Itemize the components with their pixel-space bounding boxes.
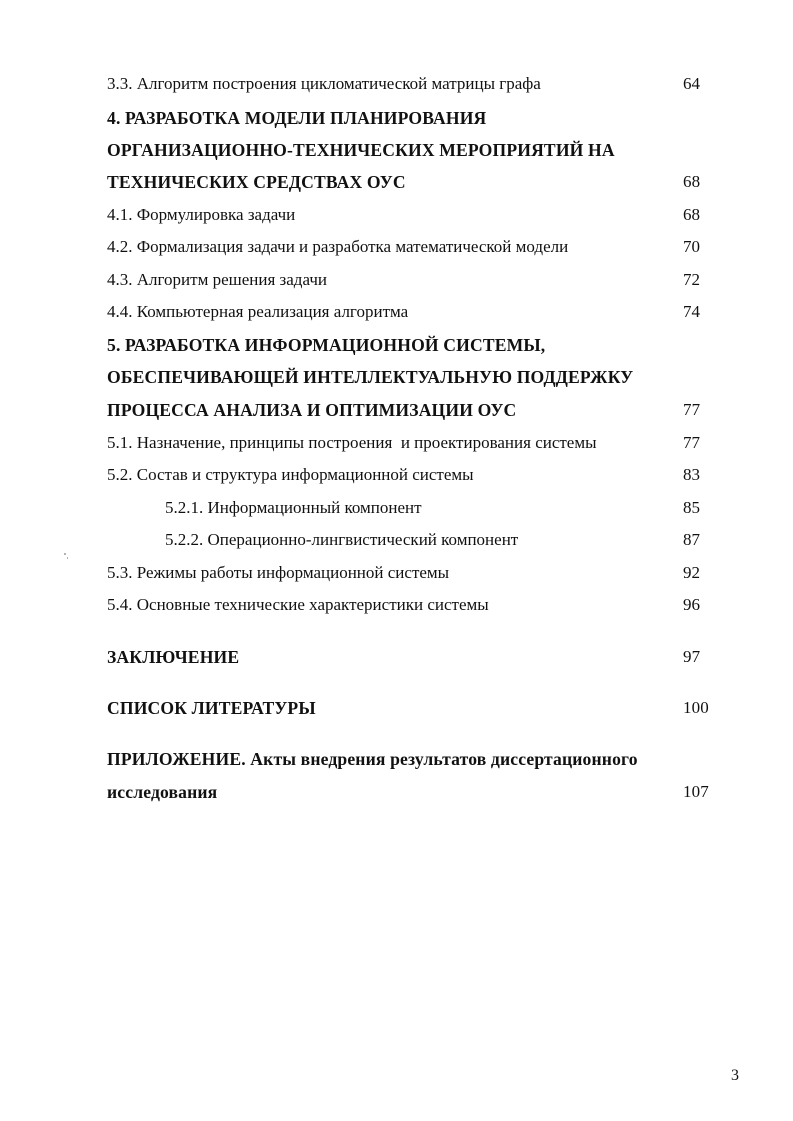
- toc-entry-page: 64: [683, 74, 700, 93]
- toc-entry-page: 68: [683, 172, 701, 191]
- toc-entry-page: 70: [683, 237, 700, 256]
- toc-conclusion: [107, 643, 707, 671]
- toc-entry-title: ОБЕСПЕЧИВАЮЩЕЙ ИНТЕЛЛЕКТУАЛЬНУЮ ПОДДЕРЖКУ: [107, 367, 634, 387]
- toc-entry-5-2-2: [165, 526, 765, 554]
- toc-entry-title: 5.2.2. Операционно-лингвистический компонент: [165, 530, 519, 549]
- toc-entry-title: 5.4. Основные технические характеристики системы: [107, 595, 489, 614]
- scan-speck: [67, 557, 68, 559]
- toc-entry-title: 5.3. Режимы работы информационной системы: [107, 563, 450, 582]
- toc-entry-title: ОРГАНИЗАЦИОННО-ТЕХНИЧЕСКИХ МЕРОПРИЯТИЙ НА: [107, 140, 615, 160]
- toc-entry-4-4: [107, 298, 707, 326]
- toc-entry-page: 74: [683, 302, 700, 321]
- toc-entry-title: 4.2. Формализация задачи и разработка математической модели: [107, 237, 569, 256]
- toc-entry-page: 72: [683, 270, 700, 289]
- toc-entry-title: 4.3. Алгоритм решения задачи: [107, 270, 327, 289]
- toc-chapter-5-line-1: [107, 331, 707, 359]
- toc-entry-title: исследования: [107, 782, 218, 802]
- toc-chapter-4-line-2: [107, 136, 707, 164]
- toc-entry-page: 96: [683, 595, 700, 614]
- toc-entry-page: 92: [683, 563, 700, 582]
- toc-chapter-5-line-2: [107, 363, 707, 391]
- toc-entry-5-3: [107, 559, 707, 587]
- toc-entry-page: 77: [683, 400, 701, 419]
- toc-appendix-line-2: [107, 778, 707, 806]
- toc-entry-4-2: [107, 233, 707, 261]
- toc-entry-5-1: [107, 429, 707, 457]
- toc-entry-page: 100: [683, 698, 709, 717]
- toc-chapter-4-line-1: [107, 104, 707, 132]
- toc-entry-page: 77: [683, 433, 700, 452]
- toc-entry-title: ТЕХНИЧЕСКИХ СРЕДСТВАХ ОУС: [107, 172, 406, 192]
- toc-entry-page: 68: [683, 205, 700, 224]
- toc-entry-page: 97: [683, 647, 701, 666]
- toc-entry-title: 5.2.1. Информационный компонент: [165, 498, 422, 517]
- scan-speck: [64, 553, 66, 555]
- toc-entry-title: 5.2. Состав и структура информационной системы: [107, 465, 474, 484]
- toc-entry-title: 3.3. Алгоритм построения цикломатической матрицы графа: [107, 74, 541, 93]
- toc-entry-page: 83: [683, 465, 700, 484]
- toc-entry-3-3: [107, 70, 707, 98]
- toc-entry-5-2: [107, 461, 707, 489]
- toc-entry-page: 85: [683, 498, 700, 517]
- toc-entry-title: 4.1. Формулировка задачи: [107, 205, 296, 224]
- toc-entry-title: 4. РАЗРАБОТКА МОДЕЛИ ПЛАНИРОВАНИЯ: [107, 108, 487, 128]
- toc-entry-page: 107: [683, 782, 709, 801]
- toc-entry-title: ПРОЦЕССА АНАЛИЗА И ОПТИМИЗАЦИИ ОУС: [107, 400, 517, 420]
- toc-entry-5-4: [107, 591, 707, 619]
- toc-chapter-4-line-3: [107, 168, 707, 196]
- page-number: 3: [731, 1067, 739, 1084]
- toc-entry-title: 5.1. Назначение, принципы построения и проектирования системы: [107, 433, 597, 452]
- toc-entry-5-2-1: [165, 494, 765, 522]
- toc-entry-title: 5. РАЗРАБОТКА ИНФОРМАЦИОННОЙ СИСТЕМЫ,: [107, 335, 546, 355]
- toc-entry-title: ЗАКЛЮЧЕНИЕ: [107, 647, 240, 667]
- toc-entry-title: ПРИЛОЖЕНИЕ. Акты внедрения результатов диссертационного: [107, 749, 638, 769]
- toc-chapter-5-line-3: [107, 396, 707, 424]
- toc-appendix-line-1: [107, 745, 707, 773]
- toc-entry-title: 4.4. Компьютерная реализация алгоритма: [107, 302, 409, 321]
- toc-entry-page: 87: [683, 530, 700, 549]
- toc-entry-title: СПИСОК ЛИТЕРАТУРЫ: [107, 698, 316, 718]
- toc-references: [107, 694, 707, 722]
- toc-entry-4-1: [107, 201, 707, 229]
- toc-entry-4-3: [107, 266, 707, 294]
